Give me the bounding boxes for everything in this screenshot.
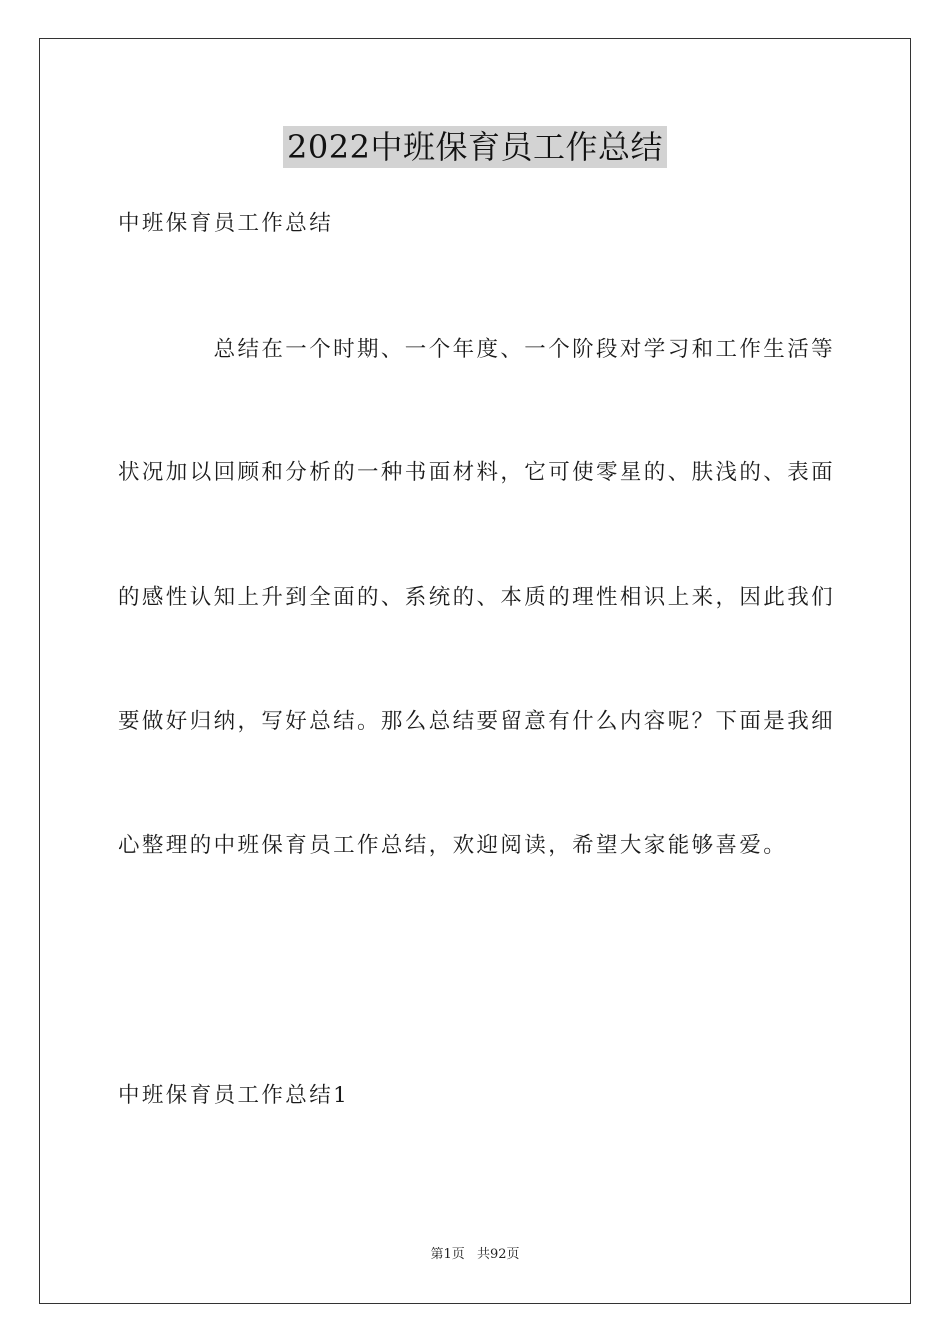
paragraph-line-2: 状况加以回顾和分析的一种书面材料，它可使零星的、肤浅的、表面 <box>118 460 836 485</box>
page-number: 第1页 <box>430 1247 465 1262</box>
section-heading: 中班保育员工作总结1 <box>118 1083 350 1108</box>
paragraph-line-3: 的感性认知上升到全面的、系统的、本质的理性相识上来，因此我们 <box>118 585 836 610</box>
page-footer <box>0 1246 950 1264</box>
title-wrap <box>0 126 950 168</box>
document-subtitle: 中班保育员工作总结 <box>118 211 334 236</box>
page-total: 共92页 <box>476 1247 520 1262</box>
paragraph-line-1: 总结在一个时期、一个年度、一个阶段对学习和工作生活等 <box>118 337 836 362</box>
paragraph-line-5: 心整理的中班保育员工作总结，欢迎阅读，希望大家能够喜爱。 <box>118 833 788 858</box>
document-title: 2022中班保育员工作总结 <box>283 126 667 168</box>
paragraph-line-4: 要做好归纳，写好总结。那么总结要留意有什么内容呢？下面是我细 <box>118 709 836 734</box>
